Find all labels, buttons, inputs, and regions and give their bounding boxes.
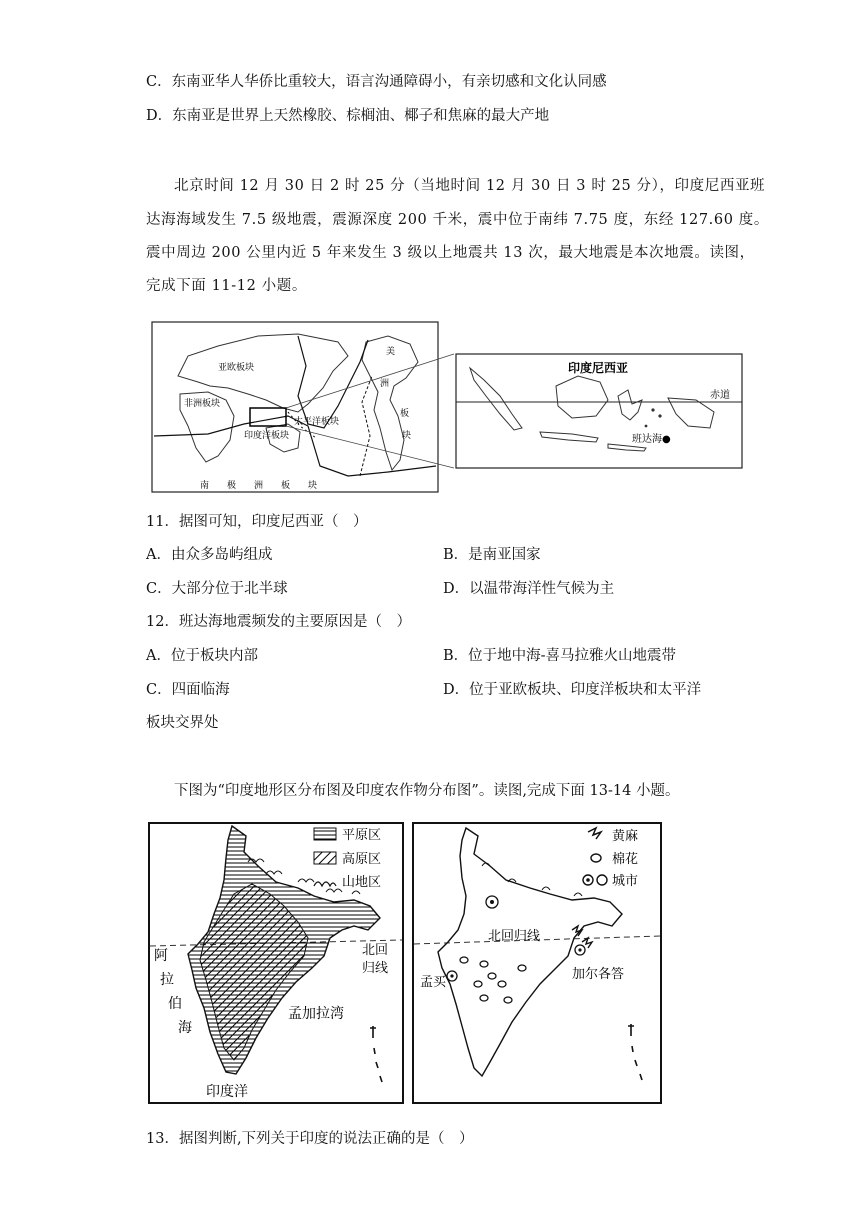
city-symbol-mumbai	[450, 974, 453, 977]
legend-cotton-label: 棉花	[612, 852, 639, 867]
label-antarctic-plate: 南 极 洲 板 块	[200, 481, 318, 491]
legend-plateau-swatch	[314, 852, 336, 864]
label-america-2: 洲	[380, 379, 390, 389]
label-africa-plate: 非洲板块	[184, 399, 221, 409]
label-eurasia-plate: 亚欧板块	[218, 363, 255, 373]
q12-option-a: A．位于板块内部	[146, 648, 258, 664]
label-america-1: 美	[386, 347, 396, 357]
indian-ocean-label: 印度洋	[206, 1084, 248, 1100]
label-america-3: 板	[400, 409, 410, 419]
passage1-line-3: 震中周边 200 公里内近 5 年来发生 3 级以上地震共 13 次，最大地震是本次地震。读图，	[146, 245, 755, 261]
inset-title: 印度尼西亚	[568, 361, 629, 375]
india-terrain-map	[148, 822, 404, 1104]
q11-stem: 11．据图可知，印度尼西亚（ ）	[146, 514, 368, 530]
arabian-sea-label-1: 阿	[154, 948, 168, 964]
q11-option-c: C．大部分位于北半球	[146, 581, 288, 597]
tropic-label: 北回归线	[488, 929, 541, 944]
kolkata-label: 加尔各答	[572, 967, 625, 982]
banda-sea-label: 班达海●	[632, 434, 671, 445]
legend-mountain-label: 山地区	[342, 875, 382, 890]
bay-of-bengal-label: 孟加拉湾	[288, 1006, 344, 1022]
label-indian-plate: 印度洋板块	[244, 431, 290, 441]
tropic-label-1: 北回	[362, 943, 389, 958]
q12-option-b: B．位于地中海-喜马拉雅火山地震带	[443, 648, 677, 664]
legend-plateau-label: 高原区	[342, 852, 382, 867]
arabian-sea-label-3: 伯	[168, 996, 182, 1012]
q13-stem: 13．据图判断,下列关于印度的说法正确的是（ ）	[146, 1131, 474, 1147]
maluku-island	[658, 414, 661, 417]
legend-city-swatch	[586, 878, 590, 882]
q12-stem: 12．班达海地震频发的主要原因是（ ）	[146, 614, 411, 630]
passage1-line-4: 完成下面 11-12 小题。	[146, 278, 307, 294]
legend-plain-label: 平原区	[342, 828, 382, 843]
q11-option-b: B．是南亚国家	[443, 547, 541, 563]
arabian-sea-label-2: 拉	[160, 972, 174, 988]
equator-label: 赤道	[710, 390, 730, 401]
q12-option-c: C．四面临海	[146, 682, 230, 698]
legend-jute-label: 黄麻	[612, 829, 639, 844]
india-crop-map	[412, 822, 662, 1104]
tropic-label-2: 归线	[362, 961, 389, 976]
arabian-sea-label-4: 海	[178, 1020, 192, 1036]
label-america-4: 块	[402, 431, 412, 441]
passage1-line-2: 达海海域发生 7.5 级地震，震源深度 200 千米，震中位于南纬 7.75 度，东经 127.60 度。	[146, 212, 769, 228]
q11-option-d: D．以温带海洋性气候为主	[443, 581, 615, 597]
city-symbol-kolkata	[578, 948, 581, 951]
mumbai-label: 孟买	[420, 975, 447, 990]
legend-city-label: 城市	[612, 874, 639, 889]
q11-option-a: A．由众多岛屿组成	[146, 547, 273, 563]
maluku-island	[651, 408, 654, 411]
q10-option-c: C．东南亚华人华侨比重较大，语言沟通障碍小，有亲切感和文化认同感	[146, 74, 607, 90]
passage2-text: 下图为“印度地形区分布图及印度农作物分布图”。读图,完成下面 13-14 小题。	[174, 783, 680, 799]
plate-map-figure	[148, 316, 748, 496]
legend-plain-swatch	[314, 828, 336, 840]
passage1-line-1: 北京时间 12 月 30 日 2 时 25 分（当地时间 12 月 30 日 3 时 25 分），印度尼西亚班	[174, 178, 766, 194]
maluku-island	[645, 425, 648, 428]
label-pacific-plate: 太平洋板块	[294, 417, 340, 427]
q10-option-d: D．东南亚是世界上天然橡胶、棕榈油、椰子和焦麻的最大产地	[146, 108, 550, 124]
city-symbol	[490, 900, 494, 904]
q12-option-d: D．位于亚欧板块、印度洋板块和太平洋	[443, 682, 702, 698]
q12-option-d-continued: 板块交界处	[146, 715, 219, 731]
